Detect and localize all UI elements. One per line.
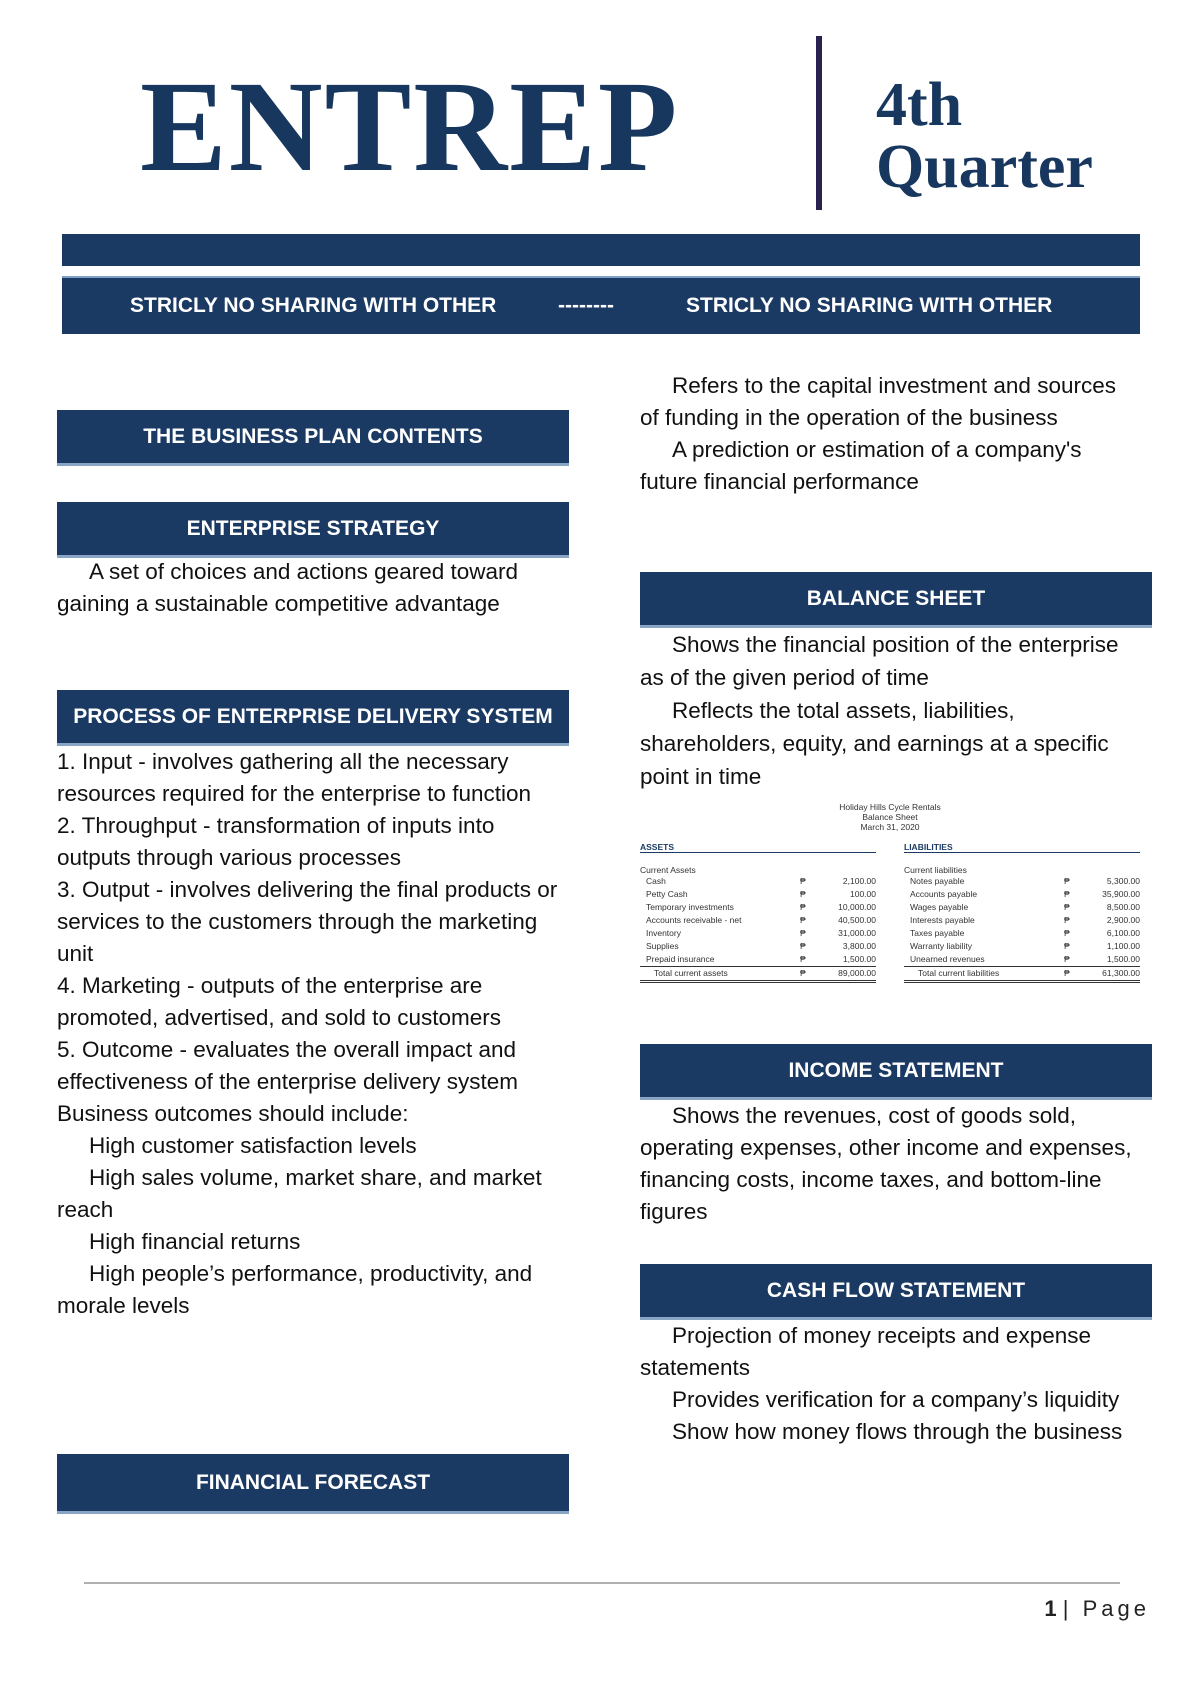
strategy-text [57, 556, 567, 620]
outcome-item: High people’s performance, productivity, and morale levels [57, 1261, 533, 1318]
strategy-paragraph: A set of choices and actions geared toward gaining a sustainable competitive advantage [57, 559, 519, 616]
bs-row [904, 953, 1140, 966]
cashflow-paragraph-1: Projection of money receipts and expense statements [640, 1323, 1091, 1380]
bs-row-label: Unearned revenues [910, 954, 985, 964]
cashflow-text [640, 1320, 1140, 1448]
process-item-throughput: 2. Throughput - transformation of inputs into outputs through various processes [57, 813, 495, 870]
outcome-item: High customer satisfaction levels [89, 1133, 417, 1158]
forecast-text [640, 370, 1140, 498]
bs-row-currency: ₱ [800, 902, 806, 912]
bs-row-label: Notes payable [910, 876, 965, 886]
bs-row-currency: ₱ [1064, 902, 1070, 912]
bs-row-label: Supplies [646, 941, 679, 951]
bs-liabilities-rows [904, 875, 1140, 983]
process-item-marketing: 4. Marketing - outputs of the enterprise are promoted, advertised, and sold to customers [57, 973, 501, 1030]
heading-balance-sheet: BALANCE SHEET [640, 572, 1152, 628]
bs-row-value: 100.00 [850, 889, 876, 899]
bs-total-row [904, 966, 1140, 983]
bs-row-label: Cash [646, 876, 666, 886]
forecast-paragraph-1: Refers to the capital investment and sources of funding in the operation of the business [640, 373, 1116, 430]
income-paragraph: Shows the revenues, cost of goods sold, operating expenses, other income and expenses, financing costs, income taxes, and bottom-line figures [640, 1103, 1132, 1224]
bs-row-currency: ₱ [800, 954, 806, 964]
bs-row-label: Inventory [646, 928, 681, 938]
bs-row [904, 888, 1140, 901]
bs-row [640, 888, 876, 901]
bs-row-currency: ₱ [800, 889, 806, 899]
bs-row-currency: ₱ [1064, 915, 1070, 925]
bs-row-label: Accounts receivable - net [646, 915, 742, 925]
bs-row-currency: ₱ [1064, 968, 1070, 978]
bs-row-label: Taxes payable [910, 928, 965, 938]
bs-row-value: 2,100.00 [842, 876, 876, 886]
balance-text [640, 628, 1140, 793]
bs-row-currency: ₱ [1064, 876, 1070, 886]
bs-assets-rows [640, 875, 876, 983]
balance-sheet-image [640, 802, 1140, 1022]
bs-row-label: Total current liabilities [918, 968, 1000, 978]
bs-row-currency: ₱ [800, 928, 806, 938]
outcomes-intro: Business outcomes should include: [57, 1101, 409, 1126]
bs-row-currency: ₱ [1064, 954, 1070, 964]
header-band [62, 234, 1140, 266]
notice-left: STRICLY NO SHARING WITH OTHER [130, 294, 497, 317]
bs-row-value: 61,300.00 [1102, 968, 1140, 978]
bs-title: Balance Sheet [862, 812, 918, 822]
footer-rule [84, 1582, 1120, 1584]
bs-total-row [640, 966, 876, 983]
balance-paragraph-2: Reflects the total assets, liabilities, shareholders, equity, and earnings at a specific point in time [640, 698, 1109, 789]
balance-paragraph-1: Shows the financial position of the enterprise as of the given period of time [640, 632, 1119, 690]
bs-row [904, 901, 1140, 914]
outcome-item: High financial returns [89, 1229, 301, 1254]
bs-assets-label: ASSETS [640, 842, 876, 853]
quarter-line-1: 4th [876, 71, 963, 139]
bs-row-value: 6,100.00 [1106, 928, 1140, 938]
bs-row-label: Petty Cash [646, 889, 688, 899]
notice-separator: -------- [558, 294, 614, 317]
process-item-output: 3. Output - involves delivering the final products or services to the customers through the marketing unit [57, 877, 558, 966]
notice-band [62, 276, 1140, 334]
bs-row [904, 940, 1140, 953]
bs-liabilities-label: LIABILITIES [904, 842, 1140, 853]
page-footer [1044, 1596, 1150, 1622]
bs-row-label: Interests payable [910, 915, 975, 925]
heading-cash-flow: CASH FLOW STATEMENT [640, 1264, 1152, 1320]
bs-row-value: 3,800.00 [842, 941, 876, 951]
heading-income-statement: INCOME STATEMENT [640, 1044, 1152, 1100]
bs-row [904, 927, 1140, 940]
bs-row-value: 89,000.00 [838, 968, 876, 978]
bs-row-value: 1,500.00 [842, 954, 876, 964]
title-divider [816, 36, 822, 210]
income-text [640, 1100, 1140, 1228]
bs-row-value: 31,000.00 [838, 928, 876, 938]
heading-financial-forecast: FINANCIAL FORECAST [57, 1454, 569, 1514]
bs-row-label: Temporary investments [646, 902, 734, 912]
document-title: ENTREP [140, 55, 680, 199]
cashflow-paragraph-3: Show how money flows through the business [672, 1419, 1123, 1444]
bs-assets-column [640, 842, 876, 983]
page-label: | Page [1062, 1596, 1150, 1621]
quarter-line-2: Quarter [876, 133, 1093, 201]
bs-liabilities-column [904, 842, 1140, 983]
cashflow-paragraph-2: Provides verification for a company’s liquidity [672, 1387, 1120, 1412]
bs-row-currency: ₱ [1064, 928, 1070, 938]
quarter-label [876, 71, 1093, 201]
bs-row-currency: ₱ [800, 876, 806, 886]
bs-row-value: 35,900.00 [1102, 889, 1140, 899]
bs-row-currency: ₱ [800, 941, 806, 951]
heading-enterprise-strategy: ENTERPRISE STRATEGY [57, 502, 569, 558]
outcome-item: High sales volume, market share, and market reach [57, 1165, 542, 1222]
bs-row-currency: ₱ [1064, 889, 1070, 899]
bs-row [640, 901, 876, 914]
process-item-input: 1. Input - involves gathering all the necessary resources required for the enterprise to function [57, 749, 532, 806]
bs-row-value: 1,100.00 [1106, 941, 1140, 951]
bs-date: March 31, 2020 [860, 822, 920, 832]
bs-row-value: 5,300.00 [1106, 876, 1140, 886]
heading-delivery-system: PROCESS OF ENTERPRISE DELIVERY SYSTEM [57, 690, 569, 746]
process-item-outcome: 5. Outcome - evaluates the overall impact and effectiveness of the enterprise delivery system [57, 1037, 519, 1094]
bs-row-value: 10,000.00 [838, 902, 876, 912]
bs-row-value: 1,500.00 [1106, 954, 1140, 964]
bs-current-assets-label: Current Assets [640, 865, 696, 875]
forecast-paragraph-2: A prediction or estimation of a company's future financial performance [640, 437, 1082, 494]
bs-row-value: 40,500.00 [838, 915, 876, 925]
notice-right: STRICLY NO SHARING WITH OTHER [686, 294, 1053, 317]
bs-row-currency: ₱ [1064, 941, 1070, 951]
bs-row [640, 953, 876, 966]
page-number: 1 [1044, 1596, 1057, 1621]
bs-row-label: Warranty liability [910, 941, 973, 951]
bs-row [640, 927, 876, 940]
bs-row-label: Accounts payable [910, 889, 978, 899]
bs-row-label: Prepaid insurance [646, 954, 715, 964]
bs-row [904, 875, 1140, 888]
bs-row-label: Wages payable [910, 902, 969, 912]
bs-row-currency: ₱ [800, 968, 806, 978]
bs-row-value: 8,500.00 [1106, 902, 1140, 912]
bs-company: Holiday Hills Cycle Rentals [839, 802, 941, 812]
bs-row-currency: ₱ [800, 915, 806, 925]
bs-row [640, 875, 876, 888]
heading-business-plan-contents: THE BUSINESS PLAN CONTENTS [57, 410, 569, 466]
bs-row [640, 940, 876, 953]
bs-row-label: Total current assets [654, 968, 728, 978]
bs-current-liabilities-label: Current liabilities [904, 865, 967, 875]
bs-row-value: 2,900.00 [1106, 915, 1140, 925]
bs-row [640, 914, 876, 927]
bs-row [904, 914, 1140, 927]
process-list [57, 746, 567, 1322]
